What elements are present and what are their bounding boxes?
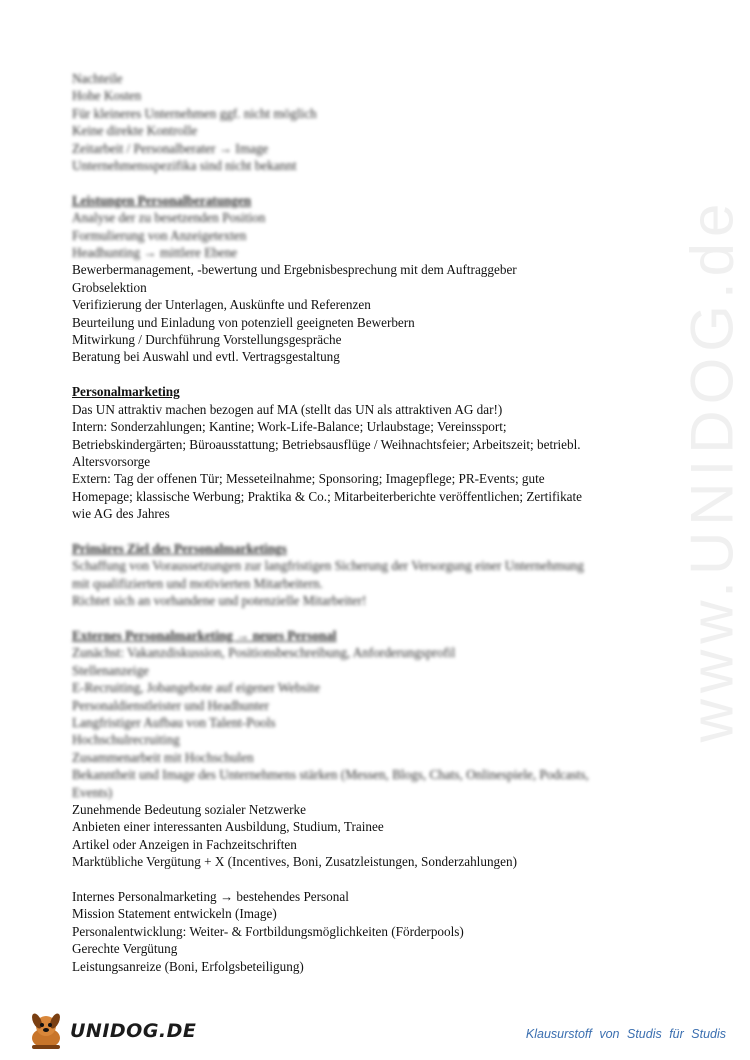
personalmarketing-definition: Das UN attraktiv machen bezogen auf MA (stellt das UN als attraktiven AG dar!) [72, 401, 503, 417]
primaeres-ziel-line: Schaffung von Voraussetzungen zur langfristigen Sicherung der Versorgung einer Unternehmung [72, 558, 584, 574]
externes-heading: Externes Personalmarketing → neues Personal [72, 627, 337, 643]
personalmarketing-extern-line: wie AG des Jahres [72, 506, 170, 522]
nachteile-line: Unternehmensspezifika sind nicht bekannt [72, 158, 297, 174]
leistungen-blurred-line: Formulierung von Anzeigetexten [72, 227, 247, 243]
internes-heading: Internes Personalmarketing → bestehendes Personal [72, 889, 349, 905]
leistungen-item: Verifizierung der Unterlagen, Auskünfte und Referenzen [72, 297, 371, 313]
personalmarketing-heading: Personalmarketing [72, 384, 180, 400]
nachteile-heading: Nachteile [72, 71, 123, 86]
dog-mascot-icon [24, 1011, 68, 1051]
leistungen-item: Beratung bei Auswahl und evtl. Vertragsgestaltung [72, 349, 340, 365]
externes-item: Zunehmende Bedeutung sozialer Netzwerke [72, 802, 306, 817]
footer [0, 1005, 750, 1055]
internes-item: Mission Statement entwickeln (Image) [72, 906, 277, 922]
personalmarketing-extern-line: Extern: Tag der offenen Tür; Messeteilnahme; Sponsoring; Imagepflege; PR-Events; gute [72, 471, 545, 487]
externes-blurred-line: Stellenanzeige [72, 662, 149, 678]
nachteile-line: Zeitarbeit / Personalberater → Image [72, 140, 269, 156]
personalmarketing-intern-line: Altersvorsorge [72, 453, 151, 469]
leistungen-heading: Leistungen Personalberatungen [72, 192, 252, 208]
leistungen-item: Grobselektion [72, 279, 147, 295]
externes-blurred-line: Langfristiger Aufbau von Talent-Pools [72, 714, 276, 730]
leistungen-blurred-line: Analyse der zu besetzenden Position [72, 210, 266, 226]
externes-blurred-line: Hochschulrecruiting [72, 732, 180, 748]
personalmarketing-intern-line: Betriebskindergärten; Büroausstattung; Betriebsausflüge / Weihnachtsfeier; Arbeitszeit; betriebl. [72, 436, 581, 452]
footer-tagline: Klausurstoff von Studis für Studis [525, 1027, 726, 1041]
watermark: www.UNIDOG.de [678, 197, 746, 743]
externes-item: Anbieten einer interessanten Ausbildung, Studium, Trainee [72, 819, 384, 835]
externes-blurred-line: Events) [72, 784, 113, 800]
primaeres-ziel-line: mit qualifizierten und motivierten Mitarbeitern. [72, 575, 323, 591]
leistungen-item: Beurteilung und Einladung von potenziell geeigneten Bewerbern [72, 314, 415, 330]
leistungen-blurred-line: Headhunting → mittlere Ebene [72, 245, 238, 261]
internes-item: Leistungsanreize (Boni, Erfolgsbeteiligung) [72, 958, 304, 974]
nachteile-line: Hohe Kosten [72, 88, 142, 104]
leistungen-item: Mitwirkung / Durchführung Vorstellungsgespräche [72, 332, 342, 348]
unidog-logo[interactable] [24, 1011, 196, 1051]
externes-blurred-line: Personaldienstleister und Headhunter [72, 697, 270, 713]
primaeres-ziel-line: Richtet sich an vorhandene und potenzielle Mitarbeiter! [72, 593, 367, 609]
internes-item: Personalentwicklung: Weiter- & Fortbildungsmöglichkeiten (Förderpools) [72, 923, 464, 939]
externes-blurred-line: Zusammenarbeit mit Hochschulen [72, 749, 254, 765]
nachteile-line: Für kleineres Unternehmen ggf. nicht möglich [72, 105, 317, 121]
primaeres-ziel-heading: Primäres Ziel des Personalmarketings [72, 540, 287, 556]
internes-item: Gerechte Vergütung [72, 941, 178, 957]
logo-text: UNIDOG.DE [70, 1020, 197, 1042]
personalmarketing-intern-line: Intern: Sonderzahlungen; Kantine; Work-Life-Balance; Urlaubstage; Vereinssport; [72, 419, 507, 435]
nachteile-line: Keine direkte Kontrolle [72, 123, 198, 139]
externes-blurred-line: Zunächst: Vakanzdiskussion, Positionsbeschreibung, Anforderungsprofil [72, 645, 456, 661]
externes-item: Artikel oder Anzeigen in Fachzeitschriften [72, 836, 297, 852]
leistungen-item: Bewerbermanagement, -bewertung und Ergebnisbesprechung mit dem Auftraggeber [72, 262, 517, 278]
externes-blurred-line: E-Recruiting, Jobangebote auf eigener Website [72, 680, 321, 696]
personalmarketing-extern-line: Homepage; klassische Werbung; Praktika & Co.; Mitarbeiterberichte veröffentlichen; Zertifikate [72, 488, 583, 504]
externes-blurred-line: Bekanntheit und Image des Unternehmens stärken (Messen, Blogs, Chats, Onlinespiele, Podcasts, [72, 767, 589, 783]
document-content [72, 70, 672, 975]
externes-item: Marktübliche Vergütung + X (Incentives, Boni, Zusatzleistungen, Sonderzahlungen) [72, 854, 517, 870]
